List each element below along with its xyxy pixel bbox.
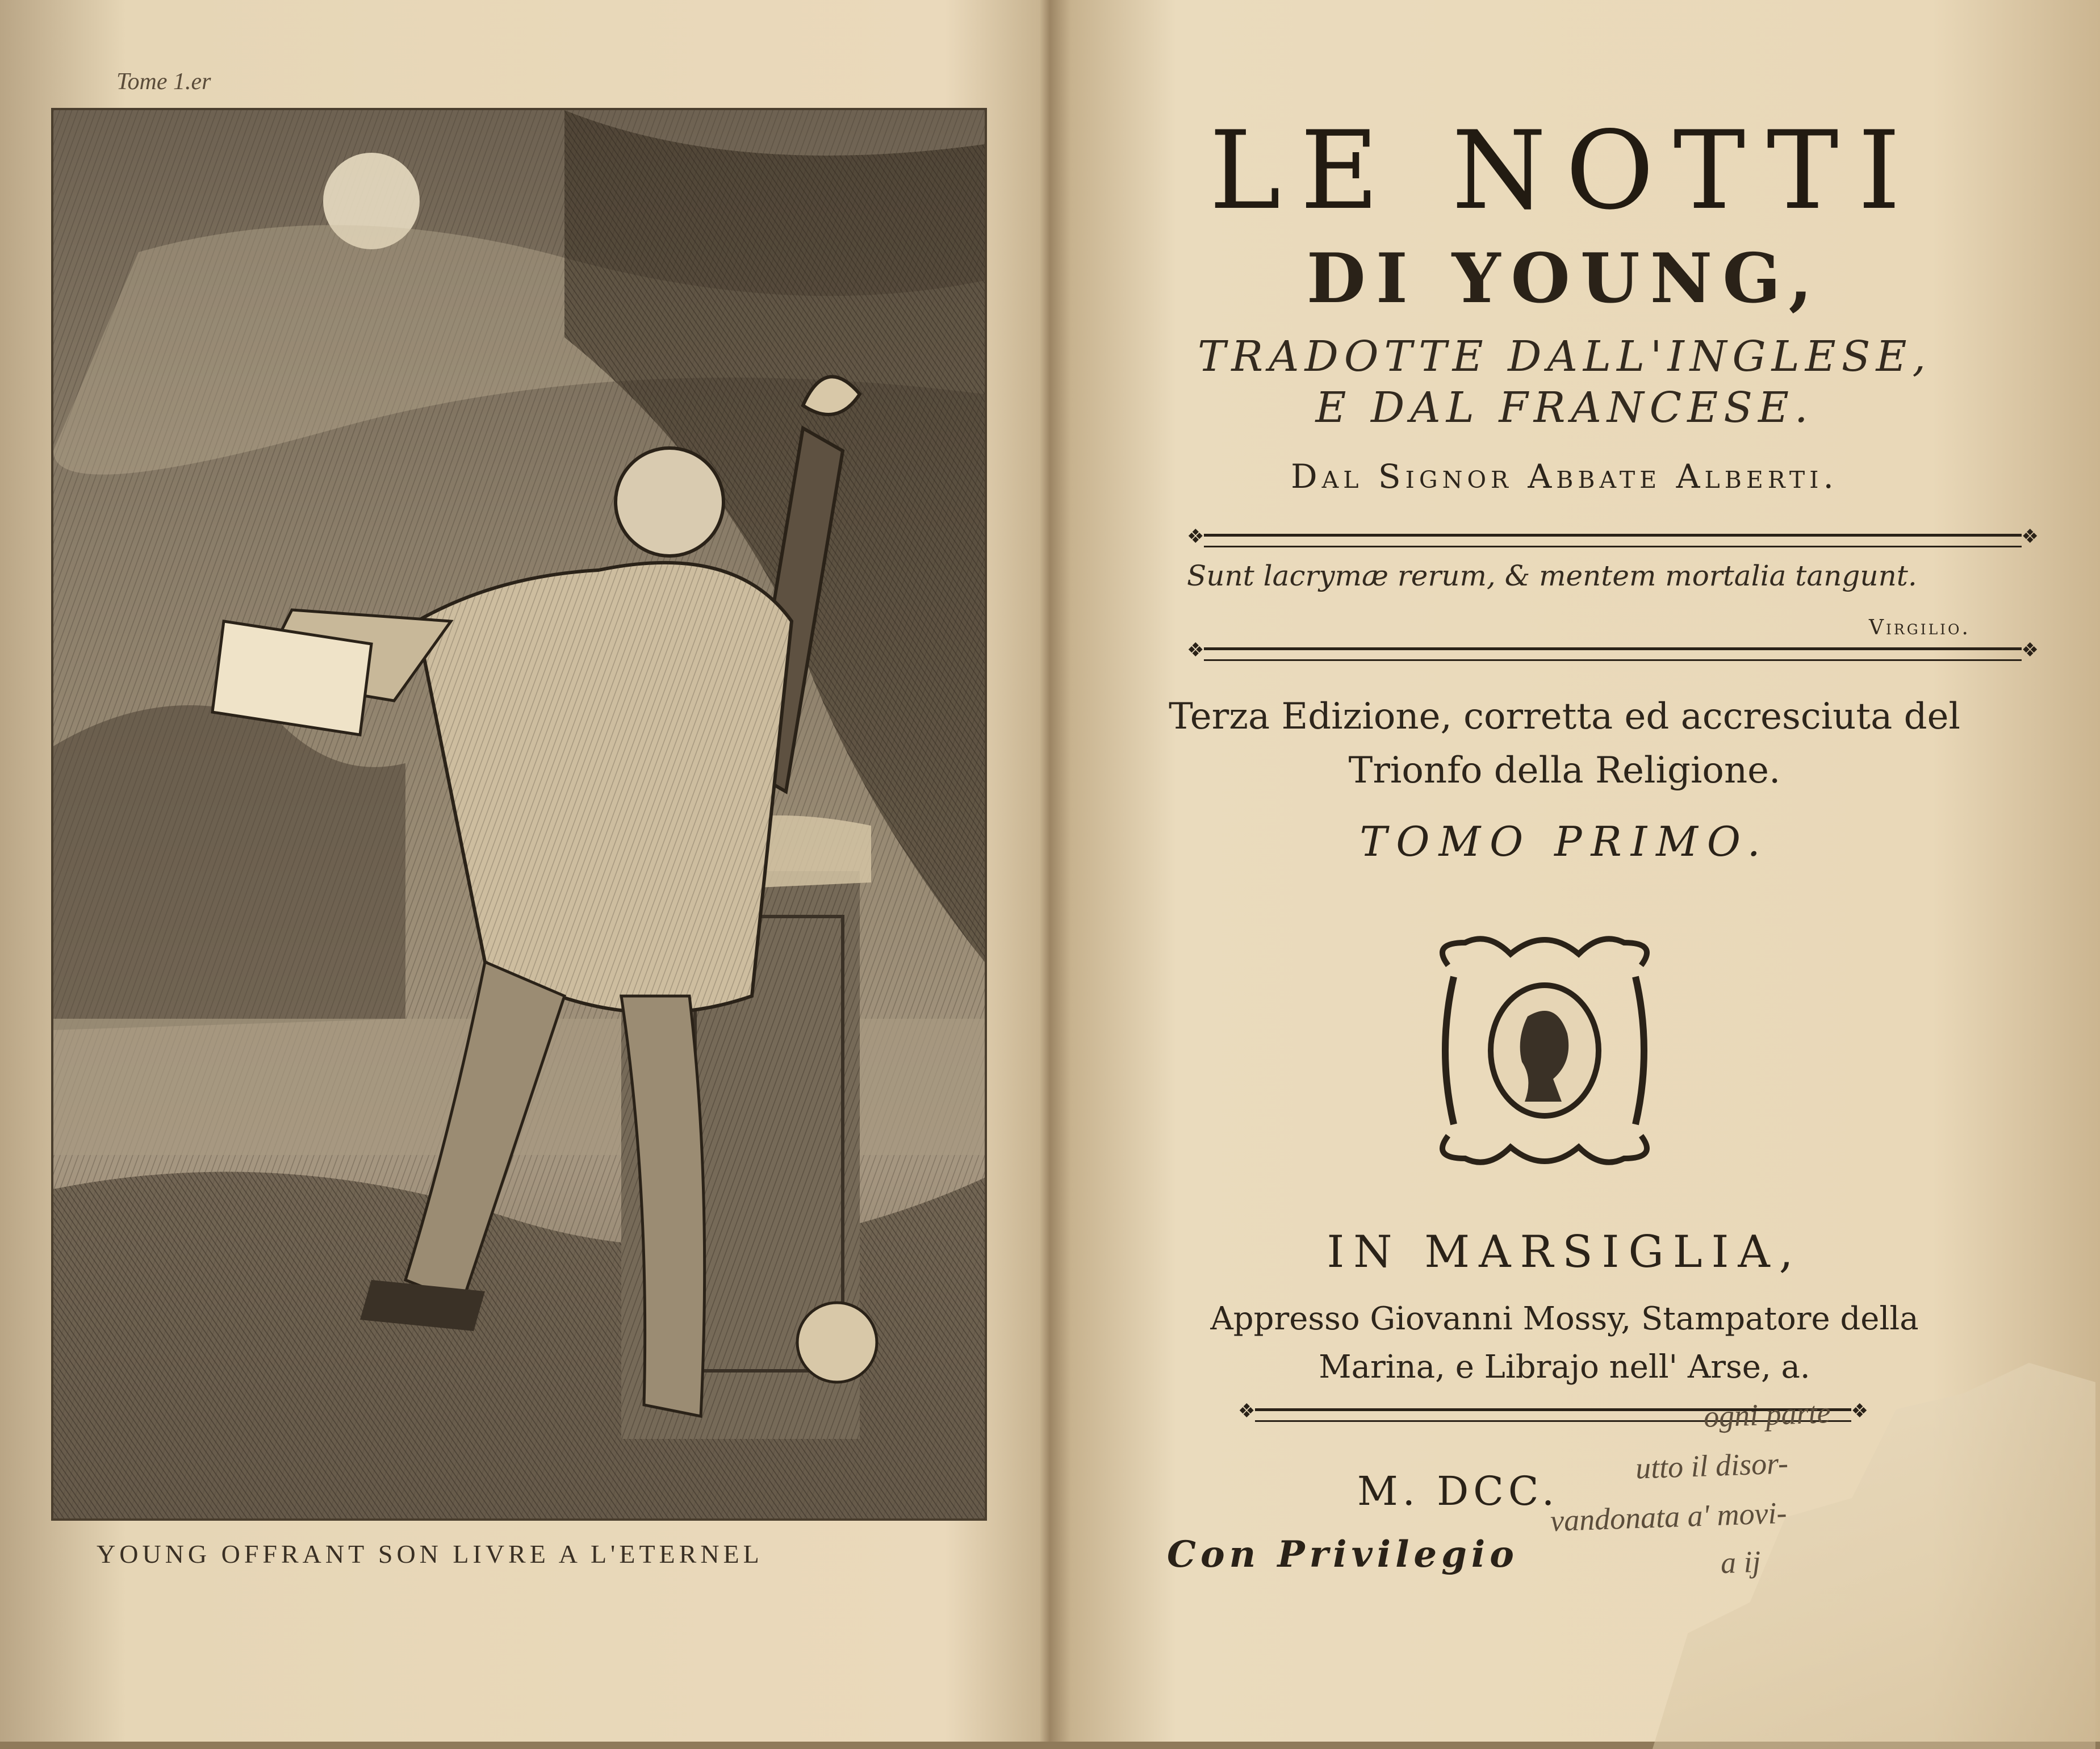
title-line-1: LE NOTTI xyxy=(1209,108,1920,233)
tome-label: Tome 1.er xyxy=(116,69,211,95)
ornamental-rule-middle xyxy=(1204,647,2022,661)
ornamental-rule-top xyxy=(1204,534,2022,547)
bleed-through-text-4: a ij xyxy=(1720,1544,1762,1580)
title-line-2: DI YOUNG, xyxy=(1306,238,1823,319)
imprint-line-2: Marina, e Librajo nell' Arse, a. xyxy=(1319,1349,1810,1386)
frontispiece-engraving xyxy=(51,108,987,1521)
volume-label: TOMO PRIMO. xyxy=(1359,818,1769,865)
imprint-line-1: Appresso Giovanni Mossy, Stampatore della xyxy=(1210,1300,1919,1337)
subtitle-line-1: TRADOTTE DALL'INGLESE, xyxy=(1197,332,1932,381)
epigraph-attribution: Virgilio. xyxy=(1869,616,1971,639)
bleed-through-text-3: vandonata a' movi- xyxy=(1550,1495,1788,1538)
subtitle-line-2: E DAL FRANCESE. xyxy=(1315,383,1814,432)
title-page xyxy=(1039,11,2090,1732)
epigraph: Sunt lacrymæ rerum, & mentem mortalia tangunt. xyxy=(1187,559,1917,592)
bleed-through-text-1: ogni parte xyxy=(1703,1395,1831,1434)
privilege-line: Con Privilegio xyxy=(1167,1533,1518,1576)
bleed-through-text-2: utto il disor- xyxy=(1635,1446,1789,1486)
translator-line: Dal Signor Abbate Alberti. xyxy=(1291,457,1838,496)
edition-line-2: Trionfo della Religione. xyxy=(1348,750,1781,792)
engraving-illustration xyxy=(53,110,985,1518)
printers-ornament-icon xyxy=(1431,931,1658,1170)
imprint-place: IN MARSIGLIA, xyxy=(1327,1227,1802,1278)
left-page xyxy=(17,11,1031,1732)
edition-line-1: Terza Edizione, corretta ed accresciuta del xyxy=(1169,696,1960,738)
plate-caption: YOUNG OFFRANT SON LIVRE A L'ETERNEL xyxy=(97,1539,763,1568)
publication-year: M. DCC. xyxy=(1357,1468,1559,1514)
